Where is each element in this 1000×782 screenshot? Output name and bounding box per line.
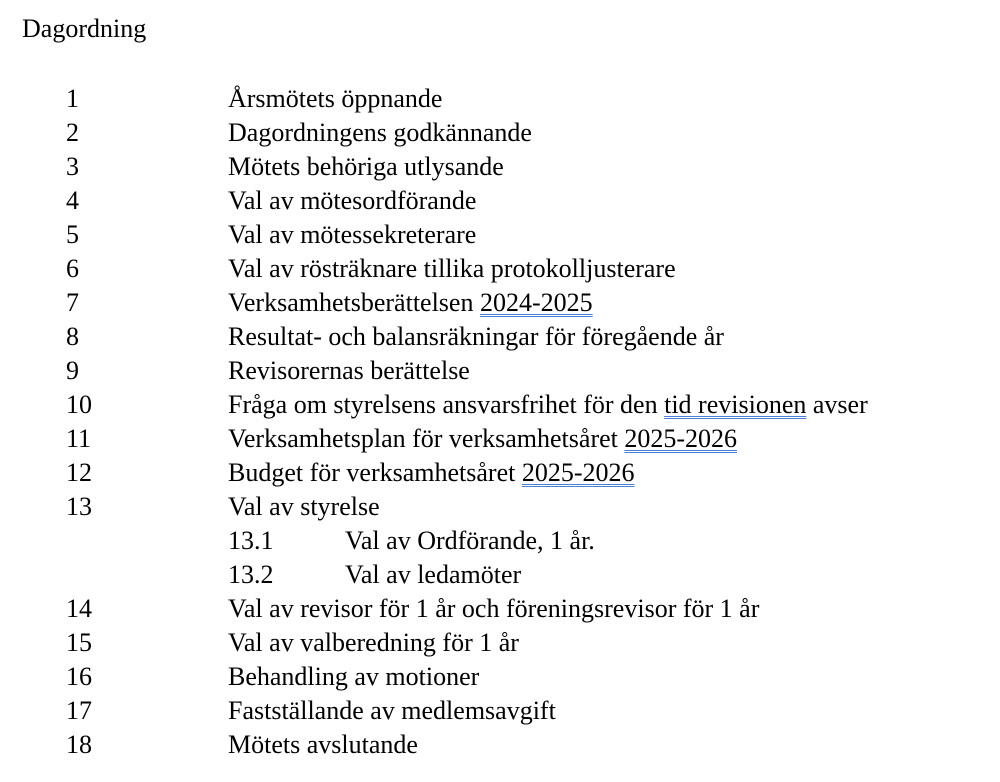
agenda-item-text [228,457,635,489]
agenda-item [0,219,1000,253]
agenda-item [0,457,1000,491]
agenda-item-text [228,117,532,149]
agenda-item-text [228,729,418,761]
agenda-item [0,389,1000,423]
agenda-item [0,491,1000,525]
agenda-item [0,423,1000,457]
agenda-item-text-part: Val av revisor för 1 år och föreningsrevisor för 1 år [228,594,760,623]
agenda-item-marked-text: tid revisionen [664,390,807,419]
agenda-item-text-part: Mötets behöriga utlysande [228,152,504,181]
agenda-item-text-part: Behandling av motioner [228,662,480,691]
agenda-item-number: 9 [66,356,79,385]
agenda-item-text [228,423,737,455]
agenda-item-text-part: Val av ledamöter [345,560,522,589]
agenda-item-text-part: Verksamhetsberättelsen [228,288,480,317]
agenda-item [0,355,1000,389]
agenda-item-text-part: Mötets avslutande [228,730,418,759]
agenda-item [0,321,1000,355]
agenda-item-text [228,627,519,659]
agenda-item-text-part: Val av valberedning för 1 år [228,628,519,657]
agenda-item-text-part: Budget för verksamhetsåret [228,458,522,487]
agenda-item-text-part: Resultat- och balansräkningar för föregående år [228,322,724,351]
agenda-item-text [345,559,521,591]
agenda-item-number: 12 [66,458,92,487]
agenda-item [0,185,1000,219]
agenda-item-text-part: Verksamhetsplan för verksamhetsåret [228,424,625,453]
agenda-item-text [228,151,504,183]
agenda-item-text [228,83,442,115]
agenda-item-number: 11 [66,424,92,453]
agenda-item-text-part: Val av Ordförande, 1 år. [345,526,595,555]
agenda-item-number: 8 [66,322,79,351]
agenda-item [0,627,1000,661]
agenda-item-marked-text: 2025-2026 [624,424,738,453]
agenda-item-number: 5 [66,220,79,249]
agenda-item-number: 13.1 [228,526,274,555]
agenda-item-text-part: Val av mötessekreterare [228,220,477,249]
agenda-item-number: 18 [66,730,92,759]
agenda-item-text-part: Revisorernas berättelse [228,356,470,385]
agenda-subitem [0,525,1000,559]
agenda-item [0,83,1000,117]
agenda-list [0,83,1000,763]
agenda-item-number: 14 [66,594,92,623]
agenda-item [0,151,1000,185]
agenda-item-number: 4 [66,186,79,215]
agenda-item-text-part: Dagordningens godkännande [228,118,532,147]
agenda-item-text [228,321,724,353]
agenda-item-number: 13.2 [228,560,274,589]
agenda-item-text [228,695,556,727]
agenda-item-number: 2 [66,118,79,147]
agenda-item-text [228,185,476,217]
agenda-item-text [228,661,479,693]
agenda-item-number: 7 [66,288,79,317]
agenda-item-text [228,355,470,387]
agenda-item-marked-text: 2024-2025 [479,288,593,317]
agenda-item [0,695,1000,729]
agenda-item-text-part: avser [806,390,868,419]
agenda-item-text [228,593,759,625]
agenda-item-number: 13 [66,492,92,521]
agenda-item-number: 15 [66,628,92,657]
agenda-item-text-part: Val av styrelse [228,492,380,521]
agenda-item-text-part: Fråga om styrelsens ansvarsfrihet för den [228,390,665,419]
agenda-item-text-part: Val av mötesordförande [228,186,477,215]
agenda-item-number: 1 [66,84,79,113]
agenda-item [0,661,1000,695]
agenda-item-text [228,389,868,421]
agenda-item [0,593,1000,627]
agenda-item-text-part: Fastställande av medlemsavgift [228,696,556,725]
agenda-item-text [345,525,595,557]
agenda-item-text [228,253,676,285]
agenda-item [0,729,1000,763]
agenda-item-number: 16 [66,662,92,691]
agenda-item-text-part: Årsmötets öppnande [228,84,443,113]
agenda-item-text [228,287,593,319]
agenda-subitem [0,559,1000,593]
document-title: Dagordning [22,14,147,43]
agenda-item [0,117,1000,151]
agenda-item-number: 10 [66,390,92,419]
agenda-item-text-part: Val av rösträknare tillika protokolljusterare [228,254,676,283]
agenda-item [0,287,1000,321]
agenda-item-marked-text: 2025-2026 [521,458,635,487]
agenda-item-text [228,219,476,251]
agenda-item-number: 6 [66,254,79,283]
agenda-item [0,253,1000,287]
agenda-item-text [228,491,380,523]
agenda-item-number: 3 [66,152,79,181]
agenda-item-number: 17 [66,696,92,725]
